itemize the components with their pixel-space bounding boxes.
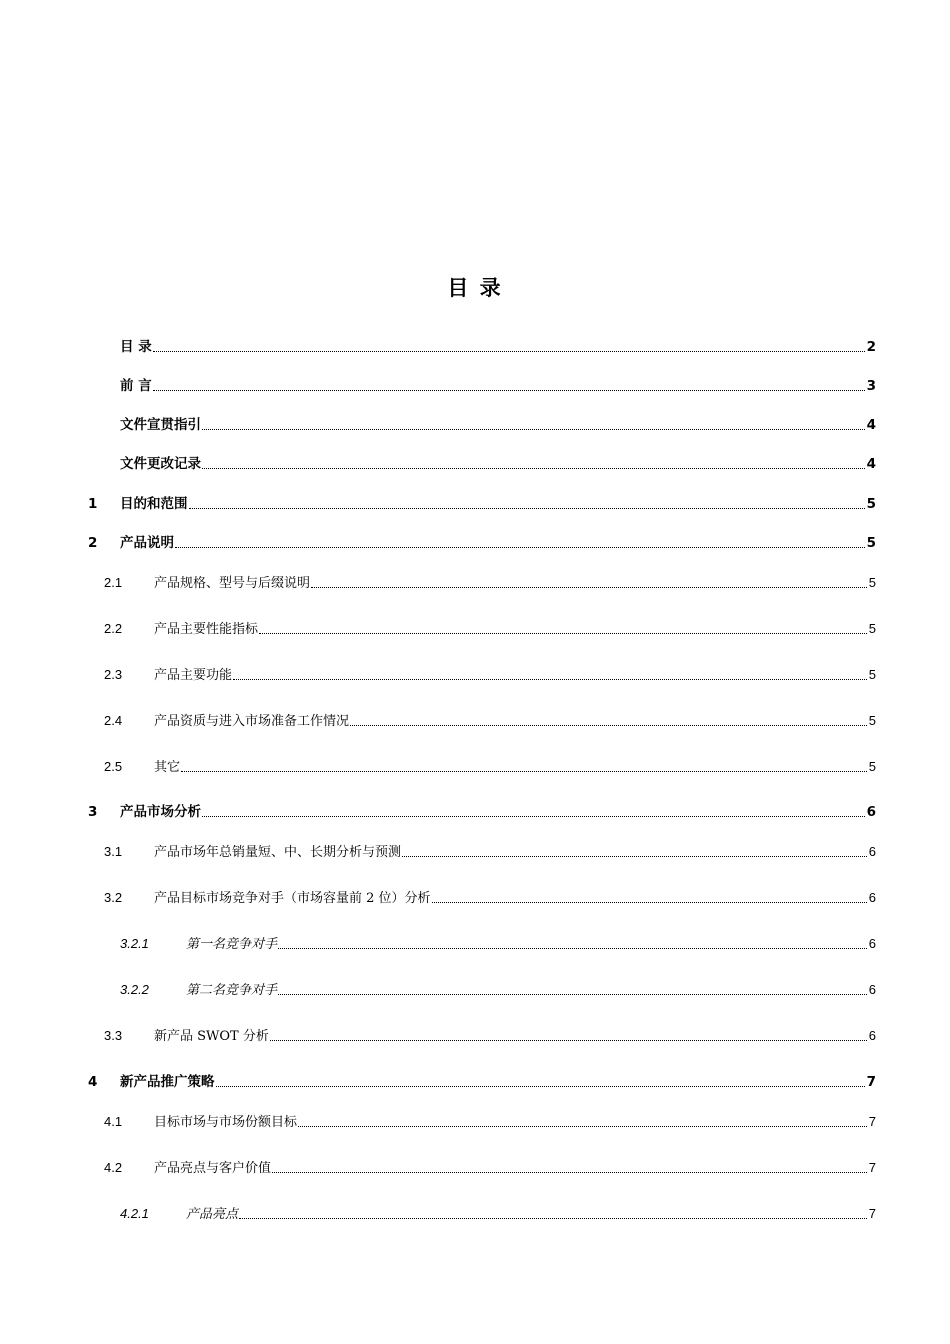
- toc-entry[interactable]: [88, 337, 876, 357]
- dot-leader: [202, 428, 865, 430]
- toc-entry-number: 2.5: [104, 759, 123, 774]
- dot-leader: [153, 389, 865, 391]
- toc-entry[interactable]: [104, 665, 876, 685]
- toc-entry-number: 2.3: [104, 667, 123, 682]
- toc-entry-page: 5: [868, 713, 876, 728]
- toc-entry[interactable]: [120, 934, 876, 954]
- toc-entry[interactable]: [104, 888, 876, 908]
- toc-entry[interactable]: [88, 533, 876, 553]
- dot-leader: [278, 993, 867, 995]
- toc-entry-text: 产品市场年总销量短、中、长期分析与预测: [154, 845, 402, 860]
- toc-entry[interactable]: [104, 619, 876, 639]
- dot-leader: [233, 678, 867, 680]
- dot-leader: [402, 855, 867, 857]
- dot-leader: [202, 815, 865, 817]
- toc-entry-page: 6: [868, 844, 876, 859]
- toc-entry-text: 产品主要功能: [154, 668, 233, 683]
- toc-entry-page: 7: [866, 1074, 876, 1090]
- dot-leader: [350, 724, 867, 726]
- toc-entry-text: 产品亮点: [186, 1207, 239, 1222]
- toc-entry-text: 产品资质与进入市场准备工作情况: [154, 714, 350, 729]
- dot-leader: [153, 350, 865, 352]
- toc-entry-text: 产品亮点与客户价值: [154, 1161, 272, 1176]
- toc-entry-number: 3.2.2: [120, 982, 149, 997]
- toc-entry[interactable]: [104, 842, 876, 862]
- toc-entry-text: 产品规格、型号与后缀说明: [154, 576, 311, 591]
- toc-entry[interactable]: [88, 454, 876, 474]
- dot-leader: [311, 586, 867, 588]
- toc-entry-text: 文件宣贯指引: [120, 417, 201, 433]
- toc-entry-text: 其它: [154, 760, 181, 775]
- dot-leader: [278, 947, 867, 949]
- toc-entry-page: 5: [868, 667, 876, 682]
- toc-entry-text: 第一名竞争对手: [186, 937, 278, 952]
- toc-entry[interactable]: [104, 573, 876, 593]
- toc-entry[interactable]: [104, 1112, 876, 1132]
- dot-leader: [181, 770, 867, 772]
- toc-entry-text: 产品说明: [120, 535, 174, 551]
- toc-entry-page: 6: [868, 936, 876, 951]
- toc-entry[interactable]: [88, 494, 876, 514]
- toc-entry-page: 5: [868, 575, 876, 590]
- dot-leader: [272, 1171, 867, 1173]
- toc-entry-page: 2: [866, 339, 876, 355]
- toc-entry-number: 3.1: [104, 844, 123, 859]
- dot-leader: [202, 467, 865, 469]
- toc-entry[interactable]: [88, 1072, 876, 1092]
- toc-entry[interactable]: [104, 711, 876, 731]
- toc-entry-page: 7: [868, 1114, 876, 1129]
- dot-leader: [216, 1085, 865, 1087]
- toc-entry-page: 5: [868, 621, 876, 636]
- toc-entry-page: 4: [866, 417, 876, 433]
- toc-entry-number: 4: [88, 1074, 98, 1090]
- dot-leader: [298, 1125, 867, 1127]
- dot-leader: [189, 507, 865, 509]
- toc-entry-number: 1: [88, 496, 98, 512]
- toc-entry-page: 5: [866, 535, 876, 551]
- toc-entry-text: 新产品 SWOT 分析: [154, 1029, 269, 1044]
- toc-entry-number: 2.1: [104, 575, 123, 590]
- toc-entry[interactable]: [88, 802, 876, 822]
- dot-leader: [239, 1217, 867, 1219]
- toc-entry[interactable]: [120, 1204, 876, 1224]
- dot-leader: [270, 1039, 867, 1041]
- toc-entry-text: 产品主要性能指标: [154, 622, 259, 637]
- toc-entry[interactable]: [104, 1158, 876, 1178]
- toc-entry-text: 产品目标市场竞争对手（市场容量前 2 位）分析: [154, 891, 431, 906]
- toc-entry-page: 6: [868, 1028, 876, 1043]
- toc-entry-number: 3.2: [104, 890, 123, 905]
- dot-leader: [175, 546, 865, 548]
- toc-entry-page: 4: [866, 456, 876, 472]
- toc-entry[interactable]: [120, 980, 876, 1000]
- toc-entry[interactable]: [88, 415, 876, 435]
- toc-entry-number: 2: [88, 535, 98, 551]
- toc-entry-text: 目的和范围: [120, 496, 188, 512]
- toc-entry-page: 5: [868, 759, 876, 774]
- toc-entry-text: 第二名竞争对手: [186, 983, 278, 998]
- toc-entry[interactable]: [88, 376, 876, 396]
- toc-title: 目 录: [447, 276, 503, 300]
- toc-entry-text: 文件更改记录: [120, 456, 201, 472]
- toc-entry-number: 3.3: [104, 1028, 123, 1043]
- toc-entry-page: 5: [866, 496, 876, 512]
- toc-entry-number: 2.4: [104, 713, 123, 728]
- toc-entry-number: 3: [88, 804, 98, 820]
- toc-entry-number: 4.1: [104, 1114, 123, 1129]
- toc-entry-text: 产品市场分析: [120, 804, 201, 820]
- toc-entry-page: 6: [866, 804, 876, 820]
- toc-entry-number: 4.2.1: [120, 1206, 149, 1221]
- toc-entry[interactable]: [104, 1026, 876, 1046]
- toc-entry-text: 目标市场与市场份额目标: [154, 1115, 298, 1130]
- toc-entry-text: 新产品推广策略: [120, 1074, 215, 1090]
- dot-leader: [432, 901, 867, 903]
- toc-entry-text: 前 言: [120, 378, 152, 394]
- toc-entry-number: 2.2: [104, 621, 123, 636]
- dot-leader: [259, 632, 867, 634]
- toc-entry-page: 6: [868, 890, 876, 905]
- toc-entry-text: 目 录: [120, 339, 152, 355]
- toc-entry-number: 4.2: [104, 1160, 123, 1175]
- toc-entry-number: 3.2.1: [120, 936, 149, 951]
- toc-entry[interactable]: [104, 757, 876, 777]
- toc-entry-page: 3: [866, 378, 876, 394]
- toc-entry-page: 6: [868, 982, 876, 997]
- toc-entry-page: 7: [868, 1206, 876, 1221]
- toc-entry-page: 7: [868, 1160, 876, 1175]
